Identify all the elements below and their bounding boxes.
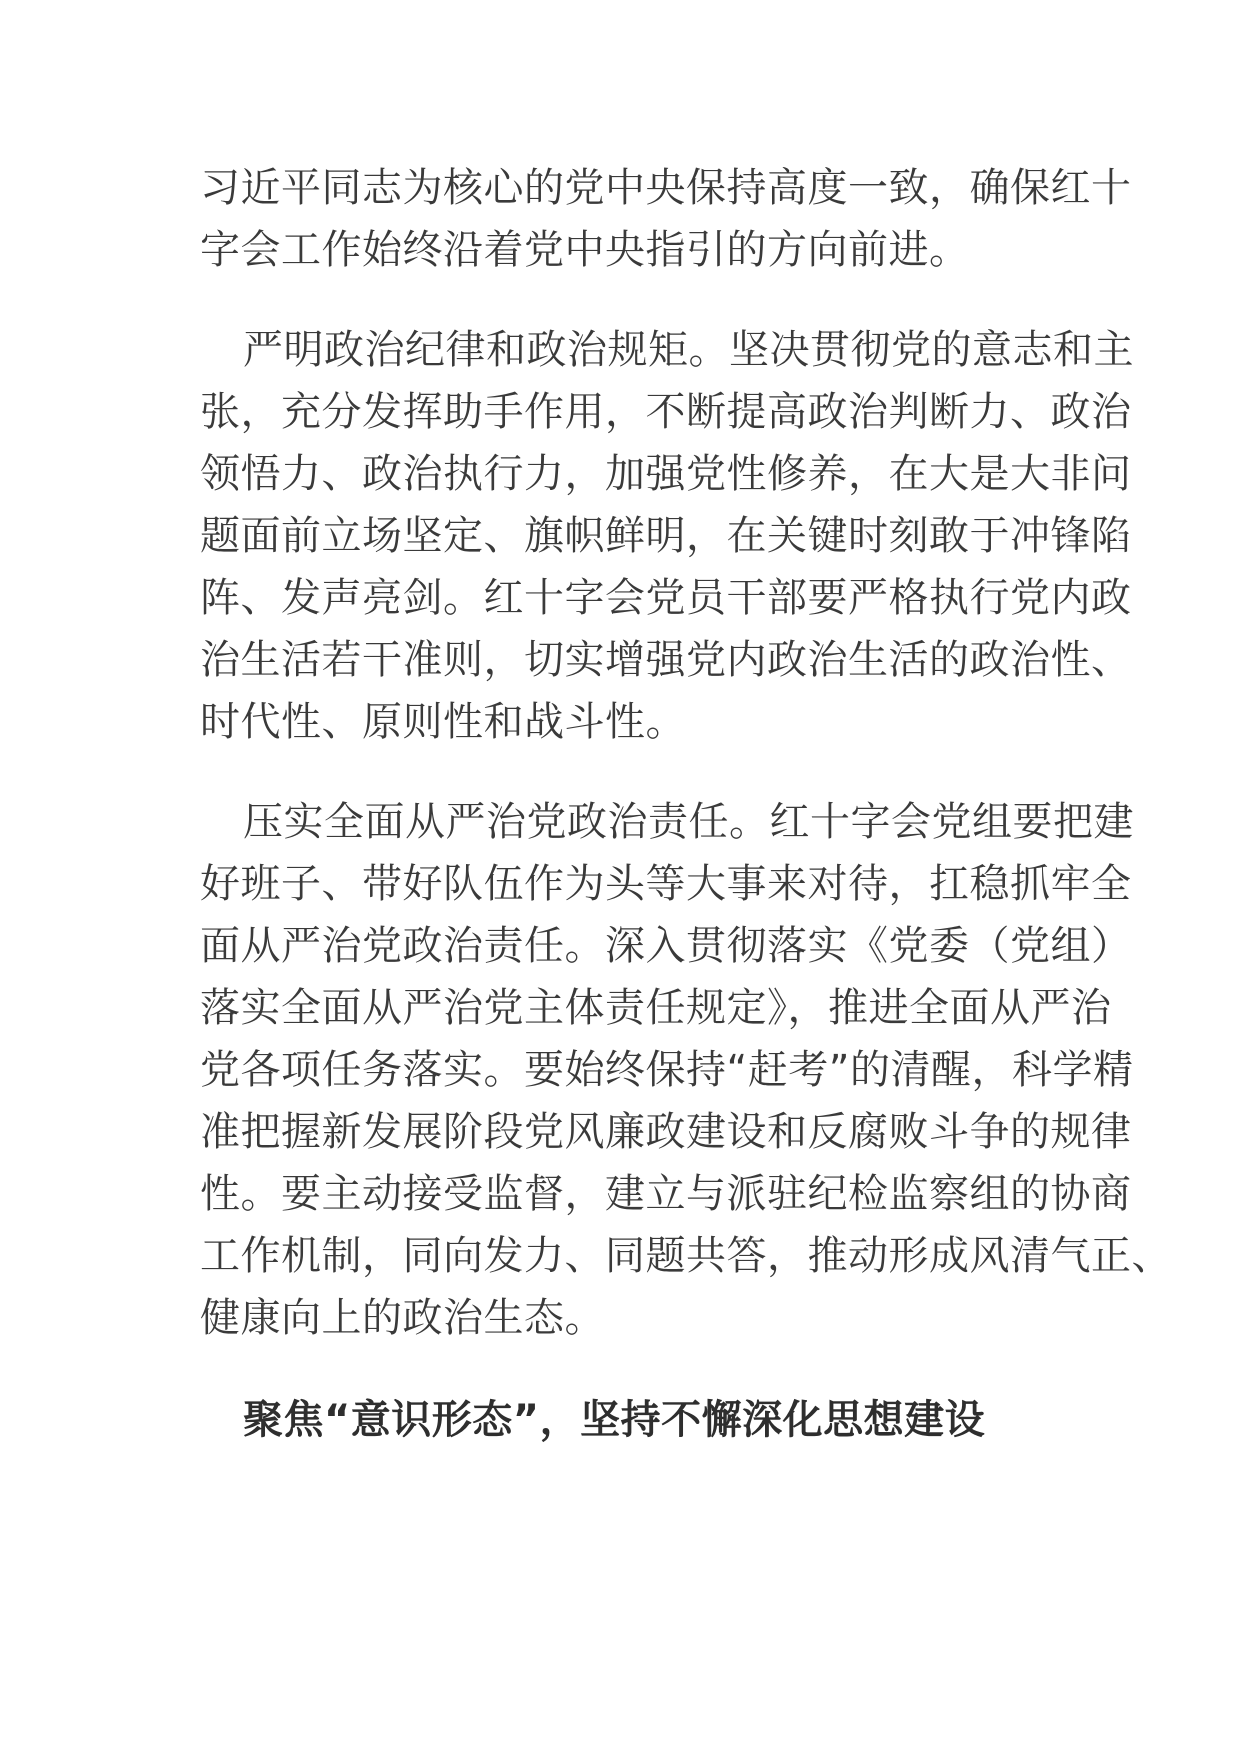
paragraph-2-line-3: 领悟力、政治执行力，加强党性修养，在大是大非问 xyxy=(200,451,1132,497)
paragraph-3-line-9: 健康向上的政治生态。 xyxy=(200,1295,605,1341)
paragraph-3-line-7: 性。要主动接受监督，建立与派驻纪检监察组的协商 xyxy=(200,1171,1132,1217)
paragraph-3-line-1: 压实全面从严治党政治责任。红十字会党组要把建 xyxy=(243,799,1134,845)
paragraph-3-line-4: 落实全面从严治党主体责任规定》，推进全面从严治 xyxy=(200,985,1112,1031)
paragraph-2-line-1: 严明政治纪律和政治规矩。坚决贯彻党的意志和主 xyxy=(243,327,1134,373)
paragraph-2-line-5: 阵、发声亮剑。红十字会党员干部要严格执行党内政 xyxy=(200,575,1132,621)
paragraph-3-line-3: 面从严治党政治责任。深入贯彻落实《党委（党组） xyxy=(200,923,1132,969)
paragraph-3-line-6: 准把握新发展阶段党风廉政建设和反腐败斗争的规律 xyxy=(200,1109,1132,1155)
section-heading: 聚焦“意识形态”，坚持不懈深化思想建设 xyxy=(243,1397,986,1443)
paragraph-2-line-4: 题面前立场坚定、旗帜鲜明，在关键时刻敢于冲锋陷 xyxy=(200,513,1132,559)
paragraph-3-line-5: 党各项任务落实。要始终保持“赶考”的清醒，科学精 xyxy=(200,1047,1134,1093)
paragraph-2-line-2: 张，充分发挥助手作用，不断提高政治判断力、政治 xyxy=(200,389,1132,435)
paragraph-2-line-7: 时代性、原则性和战斗性。 xyxy=(200,699,686,745)
paragraph-1-line-2: 字会工作始终沿着党中央指引的方向前进。 xyxy=(200,227,970,273)
paragraph-3-line-2: 好班子、带好队伍作为头等大事来对待，扛稳抓牢全 xyxy=(200,861,1132,907)
paragraph-1-line-1: 习近平同志为核心的党中央保持高度一致，确保红十 xyxy=(200,165,1132,211)
paragraph-3-line-8: 工作机制，同向发力、同题共答，推动形成风清气正、 xyxy=(200,1233,1172,1279)
paragraph-2-line-6: 治生活若干准则，切实增强党内政治生活的政治性、 xyxy=(200,637,1132,683)
